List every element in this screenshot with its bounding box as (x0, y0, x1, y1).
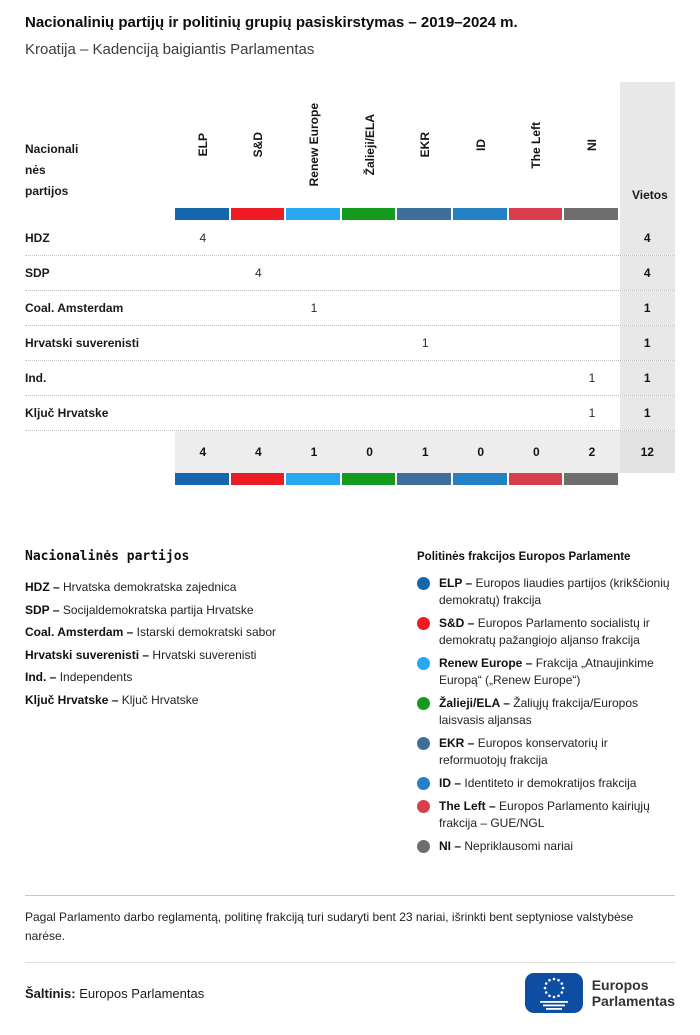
seat-cell (286, 361, 342, 395)
legend-item (25, 689, 395, 712)
table-row (25, 360, 675, 395)
table-row (25, 325, 675, 360)
group-description (439, 775, 675, 792)
seat-cell (453, 396, 509, 430)
seat-cell (397, 291, 453, 325)
seats-table (25, 82, 675, 485)
group-color-bar (397, 473, 451, 485)
seat-cell (564, 220, 620, 255)
legend-item (25, 644, 395, 667)
table-row (25, 395, 675, 430)
political-groups-legend-title: Politinės frakcijos Europos Parlamente (417, 551, 631, 563)
page-title: Nacionalinių partijų ir politinių grupių pasiskirstymas – 2019–2024 m. (25, 14, 518, 31)
party-full-name: Hrvatska demokratska zajednica (63, 580, 237, 594)
seats-total-cell: 4 (620, 256, 675, 290)
group-column-header (286, 82, 342, 208)
seats-total-cell: 1 (620, 291, 675, 325)
seat-cell (509, 220, 565, 255)
group-full-name: Frakcija „Atnaujinkime Europą“ („Renew Europe“) (439, 656, 654, 687)
seat-cell: 1 (310, 301, 318, 315)
group-color-bar (509, 208, 563, 220)
legend-item (417, 798, 675, 832)
party-abbr: Ind. – (25, 670, 57, 684)
national-parties-legend (25, 549, 395, 861)
group-color-dot (417, 657, 430, 670)
ep-logo-icon (525, 973, 583, 1013)
group-total-cell: 0 (342, 431, 398, 473)
colorbar-cell (342, 473, 398, 485)
seat-cell (175, 326, 231, 360)
group-abbr: ELP – (439, 576, 473, 590)
party-abbr: HDZ – (25, 580, 60, 594)
seat-cell (509, 326, 565, 360)
group-color-bar (564, 208, 618, 220)
group-label: The Left (529, 121, 544, 169)
seat-cell (342, 361, 398, 395)
seats-column-fill (620, 208, 675, 220)
source-value: Europos Parlamentas (79, 985, 205, 1001)
group-color-bar (453, 473, 507, 485)
seat-cell (286, 220, 342, 255)
seat-cell (286, 326, 342, 360)
seat-cell (342, 256, 398, 290)
group-column-header (453, 82, 509, 208)
legend-item (25, 599, 395, 622)
seat-cell (397, 361, 453, 395)
group-column-header (231, 82, 287, 208)
party-abbr: Ključ Hrvatske – (25, 692, 119, 707)
seats-total-cell: 1 (620, 361, 675, 395)
group-abbr: Renew Europe – (439, 656, 533, 670)
row-header-line: partijos (25, 184, 69, 198)
seat-cell (175, 256, 231, 290)
grand-total-cell: 12 (620, 431, 675, 473)
colorbar-spacer (25, 208, 175, 220)
group-color-bar (397, 208, 451, 220)
seat-cell: 4 (199, 230, 207, 245)
group-description (439, 798, 675, 832)
seat-cell (453, 291, 509, 325)
party-full-name: Hrvatski suverenisti (152, 647, 257, 662)
group-color-dot (417, 697, 430, 710)
party-abbr: Hrvatski suverenisti – (25, 647, 150, 662)
colorbar-cell (397, 208, 453, 220)
source-label: Šaltinis: (25, 985, 76, 1001)
group-full-name: Nepriklausomi nariai (464, 839, 574, 853)
group-column-header (342, 82, 398, 208)
colorbar-cell (564, 473, 620, 485)
group-total-cell: 0 (509, 431, 565, 473)
colorbar-cell (231, 208, 287, 220)
legend-item (25, 621, 395, 644)
party-full-name: Socijaldemokratska partija Hrvatske (62, 602, 254, 617)
seat-cell (286, 396, 342, 430)
group-description (439, 615, 675, 649)
legend-item (417, 735, 675, 769)
table-totals-row (25, 430, 675, 473)
group-color-dot (417, 840, 430, 853)
row-header-label (25, 82, 175, 208)
group-label: NI (584, 139, 599, 151)
colorbar-cell (175, 208, 231, 220)
seat-cell: 1 (588, 371, 596, 385)
group-full-name: Žaliųjų frakcija/Europos laisvasis aljansas (439, 696, 638, 727)
table-row (25, 255, 675, 290)
group-label: Žalieji/ELA (362, 114, 377, 176)
legend-item (25, 576, 395, 599)
group-color-bar (175, 208, 229, 220)
group-color-dot (417, 737, 430, 750)
group-color-bar (453, 208, 507, 220)
group-abbr: EKR – (439, 736, 475, 750)
seat-cell (509, 256, 565, 290)
seat-cell (175, 361, 231, 395)
group-description (439, 735, 675, 769)
group-label: ID (473, 139, 488, 151)
party-name: Ključ Hrvatske (25, 406, 109, 420)
seat-cell (342, 291, 398, 325)
seats-total-cell: 4 (620, 220, 675, 255)
colorbar-cell (509, 208, 565, 220)
legend-item (417, 838, 675, 855)
legend-item (417, 655, 675, 689)
seat-cell (509, 291, 565, 325)
group-color-dot (417, 777, 430, 790)
group-description (439, 655, 675, 689)
seat-cell (509, 361, 565, 395)
group-colorbar-row (25, 208, 675, 220)
row-header-line: Nacionali (25, 142, 79, 156)
group-column-header (397, 82, 453, 208)
colorbar-cell (453, 208, 509, 220)
group-full-name: Europos Parlamento kairiųjų frakcija – GUE/NGL (439, 799, 650, 830)
party-abbr: Coal. Amsterdam – (25, 625, 134, 639)
group-label: S&D (251, 132, 266, 158)
group-total-cell: 0 (453, 431, 509, 473)
seats-total-cell: 1 (620, 326, 675, 360)
group-color-dot (417, 617, 430, 630)
group-column-header (509, 82, 565, 208)
group-full-name: Europos Parlamento socialistų ir demokratų pažangiojo aljanso frakcija (439, 616, 650, 647)
group-color-bar (342, 208, 396, 220)
party-name: HDZ (25, 230, 50, 245)
group-abbr: NI – (439, 839, 462, 853)
seat-cell (564, 291, 620, 325)
group-description (439, 575, 675, 609)
group-total-cell: 2 (564, 431, 620, 473)
group-color-bar (342, 473, 396, 485)
seat-cell (509, 396, 565, 430)
group-color-dot (417, 577, 430, 590)
group-color-bar (175, 473, 229, 485)
rules-note-text: Pagal Parlamento darbo reglamentą, politinę frakciją turi sudaryti bent 23 nariai, išrinkti bent septyniose valstybėse narėse. (25, 910, 634, 943)
colorbar-cell (231, 473, 287, 485)
ep-logo-text-line2: Parlamentas (591, 993, 675, 1009)
source-row (25, 962, 675, 1013)
group-column-header (564, 82, 620, 208)
group-color-bar (286, 208, 340, 220)
colorbar-cell (564, 208, 620, 220)
seat-cell (342, 220, 398, 255)
colorbar-cell (509, 473, 565, 485)
seat-cell (231, 326, 287, 360)
table-row (25, 290, 675, 325)
party-full-name: Istarski demokratski sabor (136, 625, 276, 639)
group-color-bar (509, 473, 563, 485)
colorbar-cell (397, 473, 453, 485)
group-full-name: Europos konservatorių ir reformuotojų frakcija (439, 736, 608, 767)
seat-cell (342, 396, 398, 430)
group-label: Renew Europe (306, 103, 321, 187)
row-header-line: nės (25, 163, 46, 177)
colorbar-cell (286, 208, 342, 220)
colorbar-cell (453, 473, 509, 485)
seat-cell (175, 291, 231, 325)
seat-cell (231, 220, 287, 255)
group-total-cell: 1 (286, 431, 342, 473)
group-color-bar (231, 473, 285, 485)
party-name: Coal. Amsterdam (25, 301, 124, 315)
table-row (25, 220, 675, 255)
seat-cell (397, 220, 453, 255)
legend-item (417, 615, 675, 649)
seat-cell (231, 361, 287, 395)
seat-cell (175, 396, 231, 430)
group-color-bar (231, 208, 285, 220)
group-column-header (175, 82, 231, 208)
group-total-cell: 4 (175, 431, 231, 473)
seat-cell (397, 396, 453, 430)
group-color-bar (286, 473, 340, 485)
legend-item (417, 775, 675, 792)
group-colorbar-row-bottom (25, 473, 675, 485)
source-text (25, 986, 204, 1001)
seat-cell (564, 326, 620, 360)
group-abbr: The Left – (439, 799, 496, 813)
party-name: Hrvatski suverenisti (25, 336, 140, 350)
legend-item (417, 575, 675, 609)
seat-cell (453, 326, 509, 360)
colorbar-cell (342, 208, 398, 220)
colorbar-cell (175, 473, 231, 485)
colorbar-spacer (25, 473, 175, 485)
group-total-cell: 1 (397, 431, 453, 473)
seat-cell (231, 291, 287, 325)
party-abbr: SDP – (25, 602, 60, 617)
totals-spacer (25, 431, 175, 473)
group-color-bar (564, 473, 618, 485)
seat-cell: 1 (421, 336, 429, 350)
group-abbr: S&D – (439, 616, 475, 630)
group-label: EKR (418, 132, 433, 158)
political-groups-legend (417, 549, 675, 861)
seat-cell (453, 361, 509, 395)
group-full-name: Identiteto ir demokratijos frakcija (464, 776, 637, 790)
european-parliament-logo (525, 973, 675, 1013)
national-parties-legend-title: Nacionalinės partijos (25, 549, 190, 564)
rules-note (25, 895, 675, 946)
party-name: Ind. (25, 371, 47, 385)
group-full-name: Europos liaudies partijos (krikščionių demokratų) frakcija (439, 576, 670, 607)
page-subtitle: Kroatija – Kadenciją baigiantis Parlamentas (25, 41, 315, 58)
seat-cell (564, 256, 620, 290)
group-abbr: Žalieji/ELA – (439, 696, 510, 710)
party-full-name: Independents (59, 670, 133, 684)
party-name: SDP (25, 266, 50, 280)
seats-total-cell: 1 (620, 396, 675, 430)
group-label: ELP (195, 133, 210, 157)
group-color-dot (417, 800, 430, 813)
seat-cell (453, 220, 509, 255)
group-total-cell: 4 (231, 431, 287, 473)
seat-cell (453, 256, 509, 290)
seat-cell (342, 326, 398, 360)
legends (25, 549, 675, 861)
group-description (439, 695, 675, 729)
legend-item (25, 666, 395, 689)
ep-logo-text (592, 977, 675, 1009)
seat-cell (397, 256, 453, 290)
legend-item (417, 695, 675, 729)
seat-cell: 1 (588, 406, 596, 420)
group-abbr: ID – (439, 776, 462, 790)
group-description (439, 838, 675, 855)
ep-logo-text-line1: Europos (591, 977, 649, 993)
seat-cell: 4 (255, 266, 262, 280)
colorbar-end-spacer (620, 473, 675, 485)
seat-cell (286, 256, 342, 290)
table-header-row (25, 82, 675, 208)
party-full-name: Ključ Hrvatske (121, 692, 199, 707)
colorbar-cell (286, 473, 342, 485)
seats-column-header: Vietos (620, 82, 675, 208)
seat-cell (231, 396, 287, 430)
